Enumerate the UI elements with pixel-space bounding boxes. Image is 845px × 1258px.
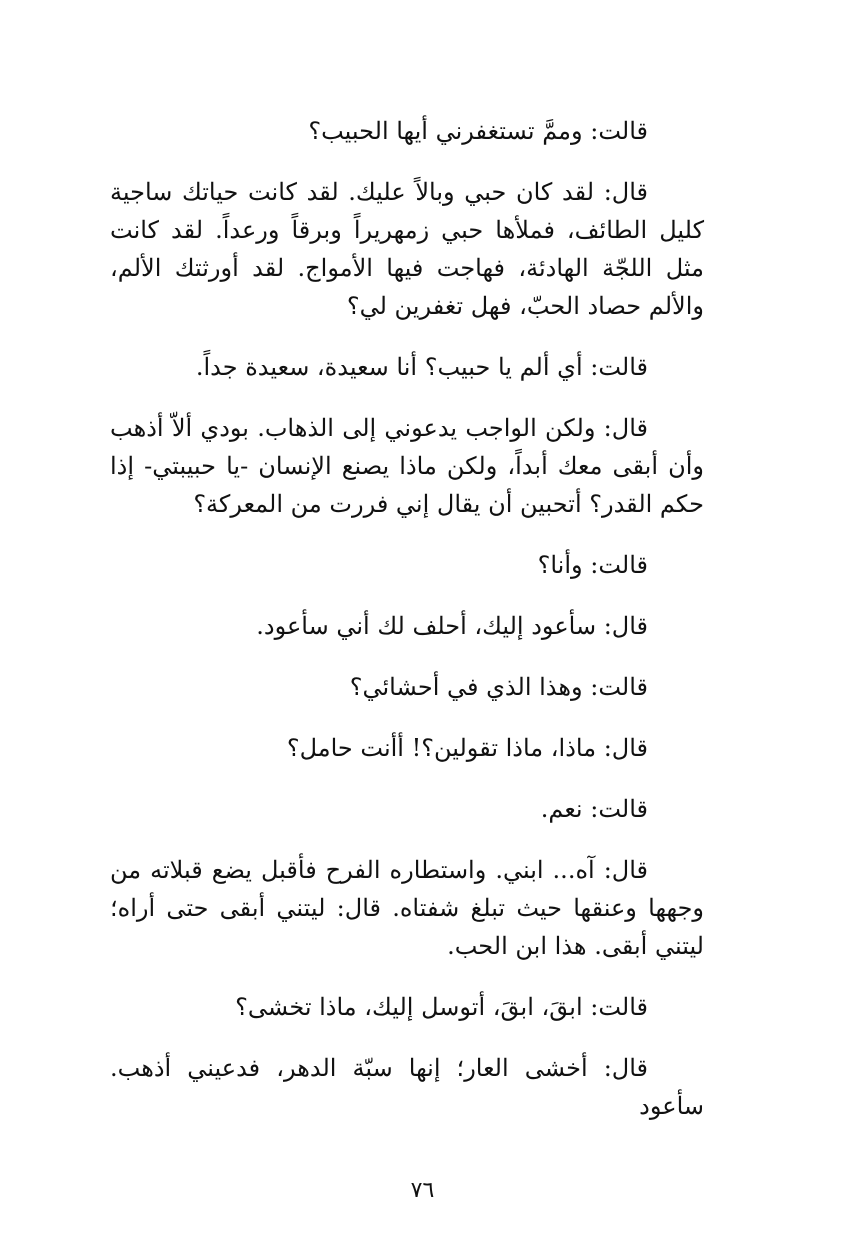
paragraph: قالت: ابقَ، ابقَ، أتوسل إليك، ماذا تخشى؟ <box>235 993 648 1021</box>
page-number: ٧٦ <box>410 1178 435 1203</box>
paragraph: قالت: وهذا الذي في أحشائي؟ <box>349 673 648 701</box>
paragraph: قال: آه... ابني. واستطاره الفرح فأقبل يضع قبلاته من وجهها وعنقها حيث تبلغ شفتاه. قال: ليتني أبقى حتى أراه؛ ليتني أبقى. هذا ابن الحب. <box>110 856 704 960</box>
paragraph: قالت: نعم. <box>540 795 648 823</box>
paragraph: قال: سأعود إليك، أحلف لك أني سأعود. <box>256 612 648 640</box>
paragraph: قال: ماذا، ماذا تقولين؟! أأنت حامل؟ <box>286 734 648 762</box>
paragraph: قال: لقد كان حبي وبالاً عليك. لقد كانت حياتك ساجية كليل الطائف، فملأها حبي زمهريراً وبرقاً ورعداً. لقد كانت مثل اللجّة الهادئة، فهاجت فيها الأمواج. لقد أورثتك الألم، والألم حصاد الحبّ، فهل تغفرين لي؟ <box>110 178 704 320</box>
paragraph: قال: ولكن الواجب يدعوني إلى الذهاب. بودي ألاّ أذهب وأن أبقى معك أبداً، ولكن ماذا يصنع الإنسان -يا حبيبتي- إذا حكم القدر؟ أتحبين أن يقال إني فررت من المعركة؟ <box>110 414 704 518</box>
paragraph: قالت: أي ألم يا حبيب؟ أنا سعيدة، سعيدة جداً. <box>195 353 648 381</box>
paragraph: قالت: وأنا؟ <box>537 551 648 579</box>
paragraph: قالت: وممَّ تستغفرني أيها الحبيب؟ <box>308 117 648 145</box>
body-text <box>110 112 704 1148</box>
paragraph: قال: أخشى العار؛ إنها سبّة الدهر، فدعيني أذهب. سأعود <box>110 1054 704 1120</box>
